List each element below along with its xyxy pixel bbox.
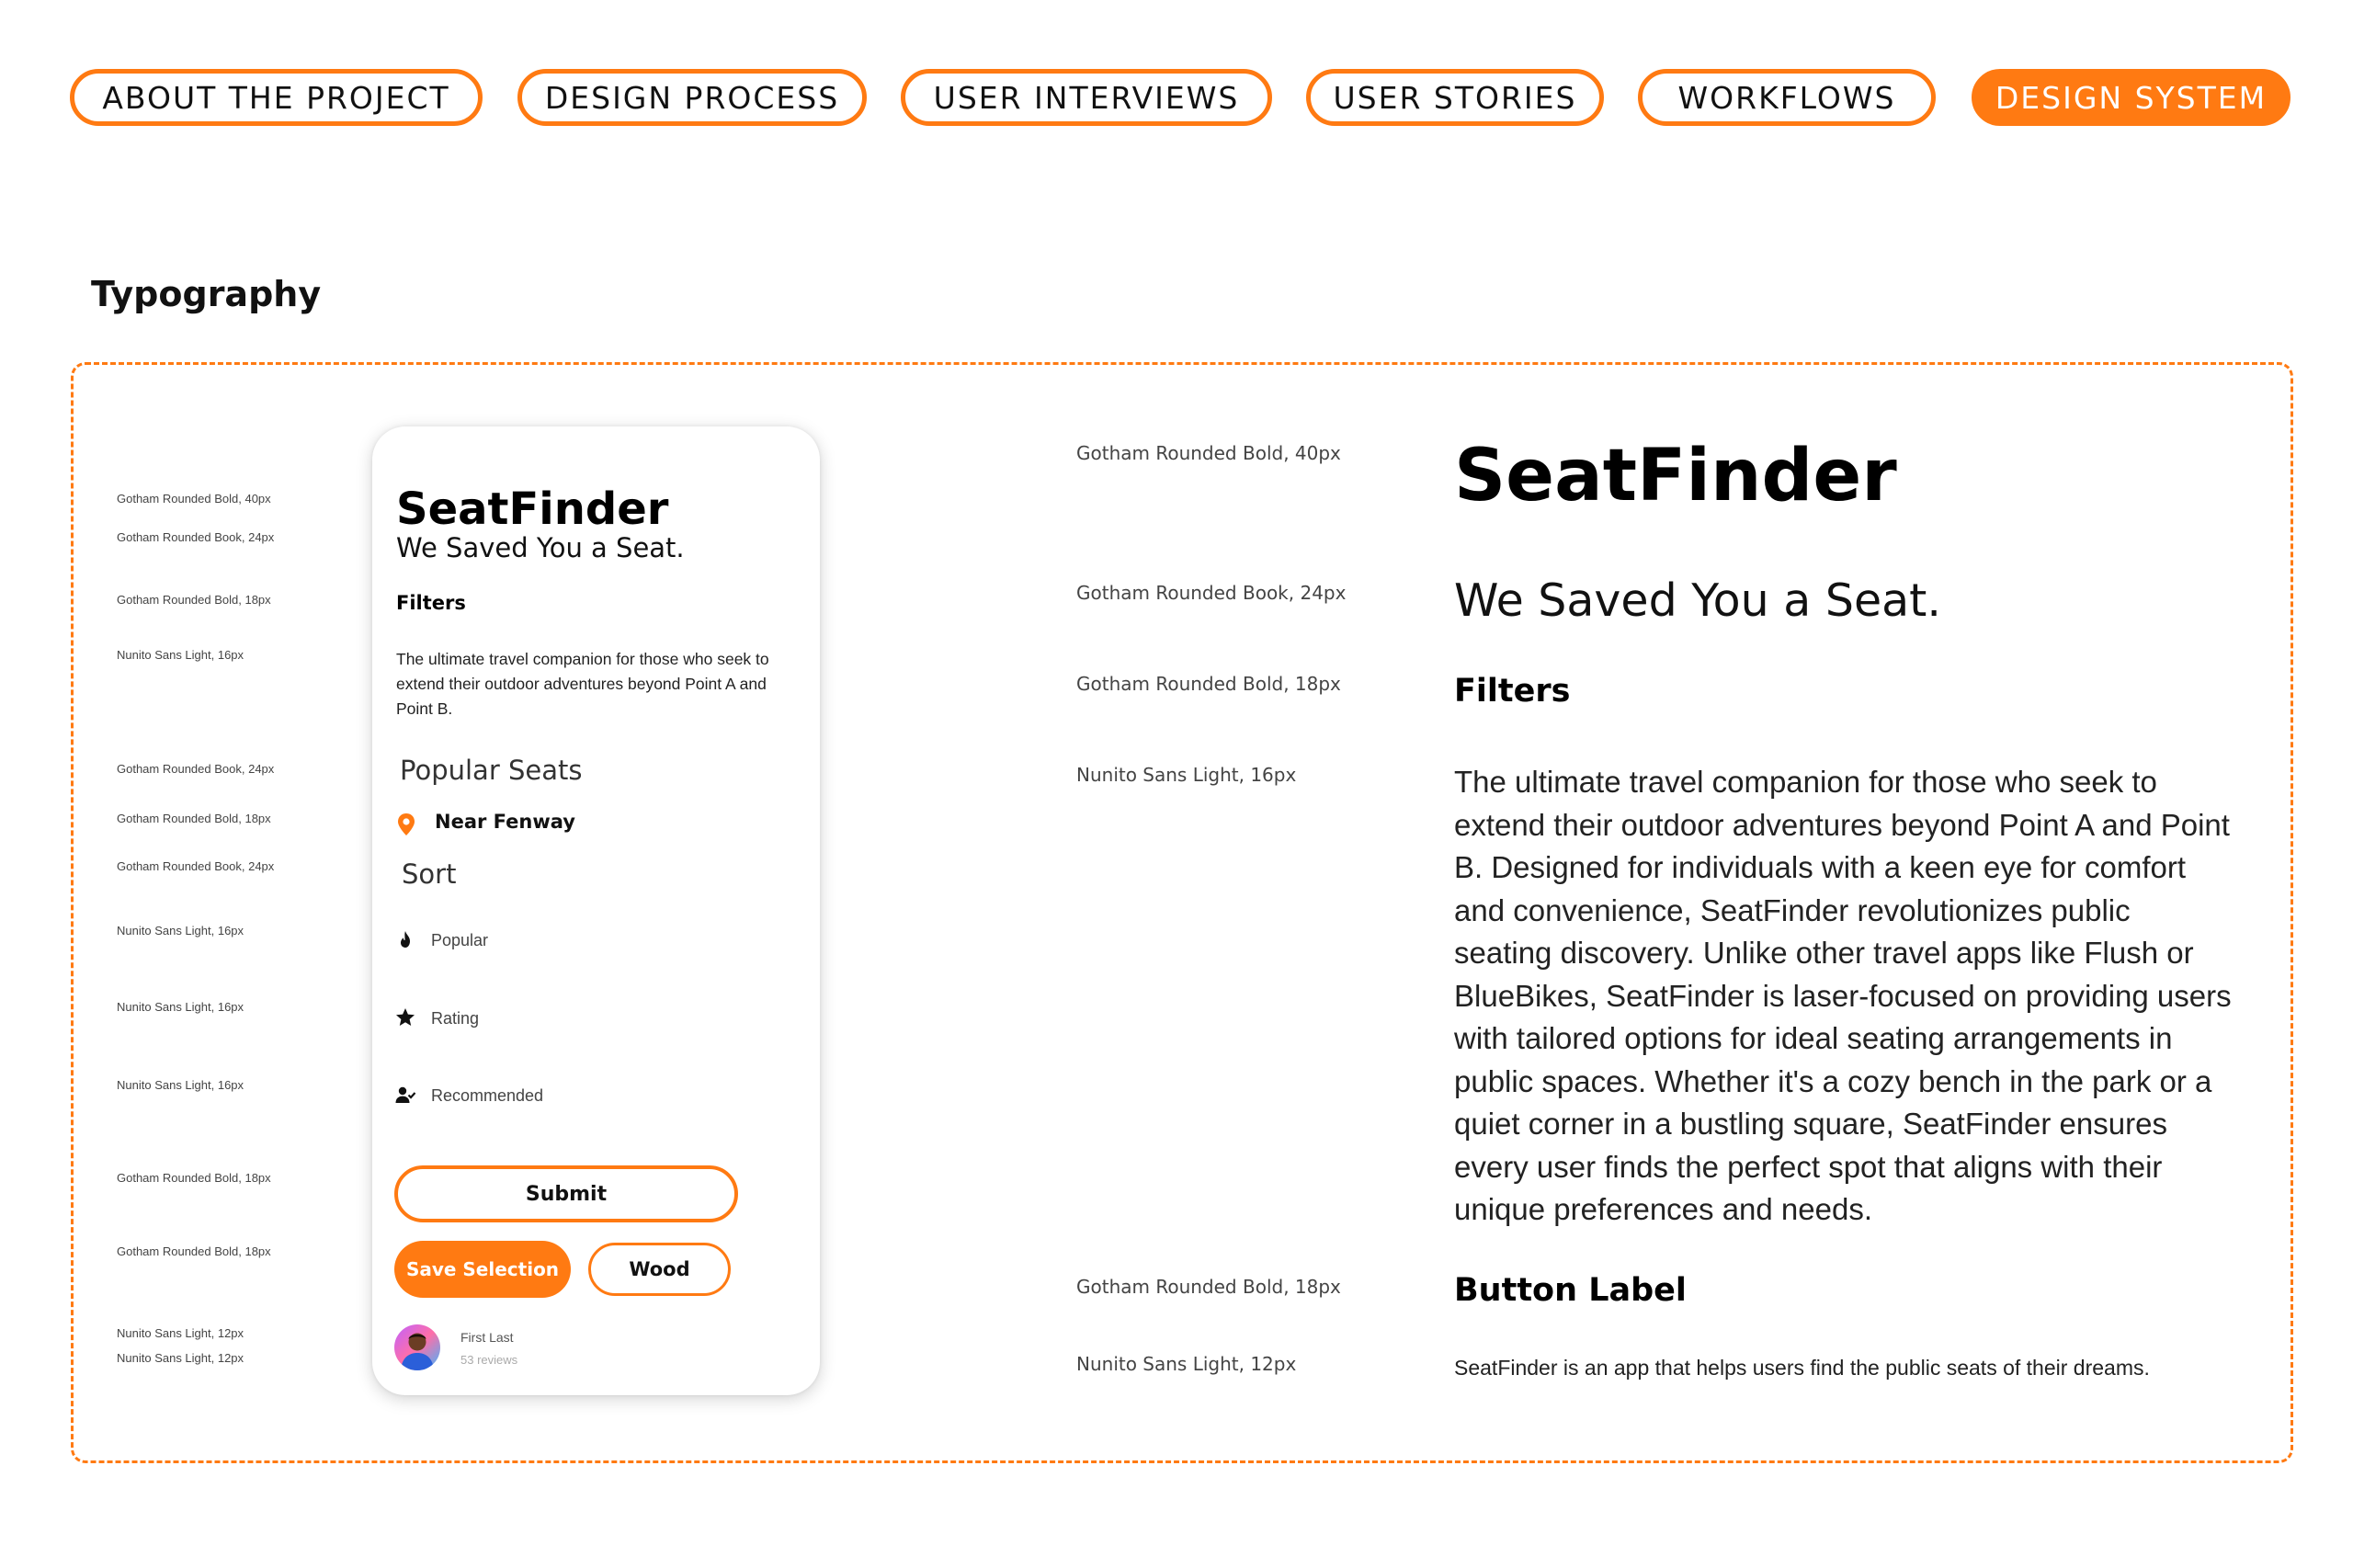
phone-mockup xyxy=(372,426,820,1395)
spec-label: Gotham Rounded Bold, 18px xyxy=(1076,673,1341,695)
submit-button[interactable]: Submit xyxy=(394,1165,738,1222)
star-icon xyxy=(394,1006,416,1028)
nav-user-stories[interactable]: USER STORIES xyxy=(1306,69,1604,126)
spec-sample-body: The ultimate travel companion for those who seek to extend their outdoor adventures beyond Point A and Point B. Designed for individuals with a keen eye for comfort and convenience, SeatFinder revolutionizes public seating discovery. Unlike other travel apps like Flush or BlueBikes, SeatFinder is laser-focused on providing users with tailored options for ideal seating arrangements in public spaces. Whether it's a cozy bench in the park or a quiet corner in a bustling square, SeatFinder ensures every user finds the perfect spot that aligns with their unique preferences and needs. xyxy=(1454,765,2232,1226)
mini-label: Gotham Rounded Bold, 18px xyxy=(117,1244,271,1258)
spec-label: Gotham Rounded Bold, 40px xyxy=(1076,442,1341,464)
reviewer-name: First Last xyxy=(460,1330,514,1345)
mini-label: Gotham Rounded Bold, 18px xyxy=(117,593,271,607)
popular-seats-heading: Popular Seats xyxy=(400,755,583,786)
spec-label: Gotham Rounded Book, 24px xyxy=(1076,582,1347,604)
mini-label: Nunito Sans Light, 12px xyxy=(117,1351,244,1365)
spec-label: Nunito Sans Light, 12px xyxy=(1076,1353,1297,1375)
mini-label: Nunito Sans Light, 16px xyxy=(117,648,244,662)
sort-option-popular[interactable]: Popular xyxy=(431,931,489,949)
save-selection-button[interactable]: Save Selection xyxy=(394,1241,571,1298)
top-nav xyxy=(70,69,2283,133)
spec-label: Gotham Rounded Bold, 18px xyxy=(1076,1276,1341,1298)
mini-label: Nunito Sans Light, 12px xyxy=(117,1326,244,1340)
mini-label: Nunito Sans Light, 16px xyxy=(117,1000,244,1014)
app-title: SeatFinder xyxy=(396,483,669,535)
review-count: 53 reviews xyxy=(460,1353,518,1367)
mini-label: Gotham Rounded Bold, 40px xyxy=(117,492,271,506)
user-check-icon xyxy=(394,1085,416,1107)
sort-option-recommended[interactable]: Recommended xyxy=(431,1086,544,1105)
app-tagline: We Saved You a Seat. xyxy=(396,532,685,563)
spec-sample-title: SeatFinder xyxy=(1454,435,1897,517)
spec-sample-small: SeatFinder is an app that helps users find the public seats of their dreams. xyxy=(1454,1356,2150,1380)
mini-label: Nunito Sans Light, 16px xyxy=(117,1078,244,1092)
nav-design-system[interactable]: DESIGN SYSTEM xyxy=(1972,69,2290,126)
flame-icon xyxy=(394,929,416,951)
mini-label: Gotham Rounded Book, 24px xyxy=(117,530,275,544)
spec-sample-button-label: Button Label xyxy=(1454,1272,1687,1309)
spec-sample-filters: Filters xyxy=(1454,673,1571,710)
nav-workflows[interactable]: WORKFLOWS xyxy=(1638,69,1936,126)
wood-chip[interactable]: Wood xyxy=(588,1243,731,1296)
app-description: The ultimate travel companion for those who seek to extend their outdoor adventures beyond Point A and Point B. xyxy=(396,650,769,718)
mini-label: Gotham Rounded Book, 24px xyxy=(117,859,275,873)
mini-label: Gotham Rounded Bold, 18px xyxy=(117,812,271,825)
nav-design-process[interactable]: DESIGN PROCESS xyxy=(517,69,867,126)
location-pin-icon xyxy=(396,812,416,836)
filters-heading: Filters xyxy=(396,592,466,614)
location-label[interactable]: Near Fenway xyxy=(435,811,575,833)
nav-about-the-project[interactable]: ABOUT THE PROJECT xyxy=(70,69,483,126)
spec-sample-tagline: We Saved You a Seat. xyxy=(1454,574,1941,627)
avatar-image xyxy=(394,1324,440,1370)
avatar xyxy=(394,1324,440,1370)
mini-label: Nunito Sans Light, 16px xyxy=(117,924,244,937)
nav-user-interviews[interactable]: USER INTERVIEWS xyxy=(901,69,1272,126)
section-title: Typography xyxy=(91,274,322,314)
sort-option-rating[interactable]: Rating xyxy=(431,1009,480,1028)
mini-label: Gotham Rounded Bold, 18px xyxy=(117,1171,271,1185)
spec-label: Nunito Sans Light, 16px xyxy=(1076,764,1297,786)
mini-label: Gotham Rounded Book, 24px xyxy=(117,762,275,776)
sort-heading: Sort xyxy=(402,858,457,890)
